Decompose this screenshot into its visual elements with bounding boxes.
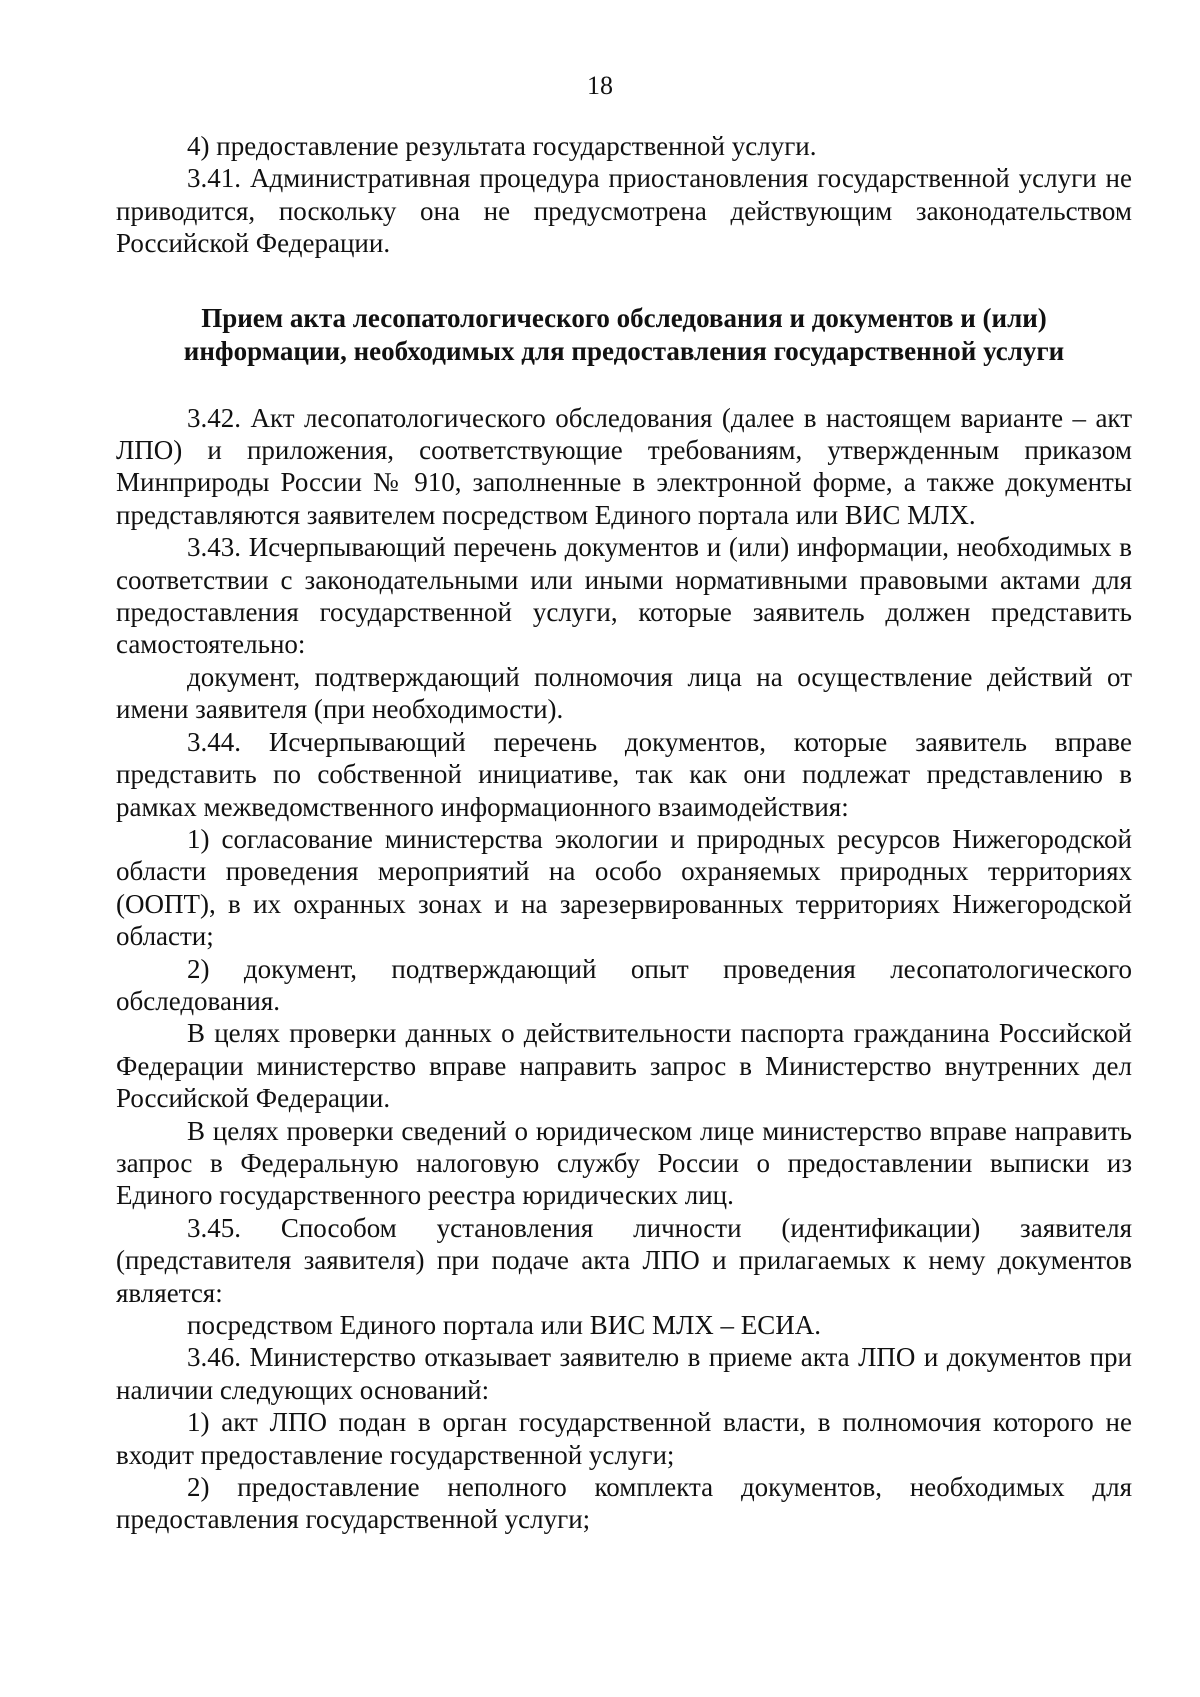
paragraph-esia: посредством Единого портала или ВИС МЛХ – ЕСИА. [187, 1310, 822, 1340]
paragraph-3-44: 3.44. Исчерпывающий перечень документов, которые заявитель вправе представить по собственной инициативе, так как они подлежат представлению в рамках межведомственного информационного взаимодействия: [116, 726, 1132, 822]
paragraph-passport-check: В целях проверки данных о действительности паспорта гражданина Российской Федерации министерство вправе направить запрос в Министерство внутренних дел Российской Федерации. [116, 1018, 1132, 1114]
list-item-3-46-1: 1) акт ЛПО подан в орган государственной власти, в полномочия которого не входит предоставление государственной услуги; [116, 1407, 1132, 1470]
page-number: 18 [587, 71, 613, 100]
list-item-3-46-2: 2) предоставление неполного комплекта документов, необходимых для предоставления государственной услуги; [116, 1472, 1132, 1535]
paragraph-3-42: 3.42. Акт лесопатологического обследования (далее в настоящем варианте – акт ЛПО) и приложения, соответствующие требованиям, утвержденным приказом Минприроды России № 910, заполненные в электронной форме, а также документы представляются заявителем посредством Единого портала или ВИС МЛХ. [116, 402, 1132, 530]
section-heading-line-2: информации, необходимых для предоставления государственной услуги [183, 335, 1065, 366]
section-heading-line-1: Прием акта лесопатологического обследования и документов и (или) [201, 302, 1047, 333]
list-item-3-44-2: 2) документ, подтверждающий опыт проведения лесопатологического обследования. [116, 953, 1132, 1016]
paragraph-legal-entity-check: В целях проверки сведений о юридическом лице министерство вправе направить запрос в Федеральную налоговую службу России о предоставлении выписки из Единого государственного реестра юридических лиц. [116, 1115, 1132, 1211]
list-item-3-44-1: 1) согласование министерства экологии и природных ресурсов Нижегородской области проведения мероприятий на особо охраняемых природных территориях (ООПТ), в их охранных зонах и на зарезервированных территориях Нижегородской области; [116, 823, 1132, 952]
paragraph-3-46: 3.46. Министерство отказывает заявителю в приеме акта ЛПО и документов при наличии следующих оснований: [116, 1342, 1132, 1405]
paragraph-3-41: 3.41. Административная процедура приостановления государственной услуги не приводится, поскольку она не предусмотрена действующим законодательством Российской Федерации. [116, 163, 1132, 259]
paragraph-3-45: 3.45. Способом установления личности (идентификации) заявителя (представителя заявителя) при подаче акта ЛПО и прилагаемых к нему документов является: [116, 1212, 1132, 1308]
document-body [116, 130, 1132, 1536]
paragraph-authority-document: документ, подтверждающий полномочия лица на осуществление действий от имени заявителя (при необходимости). [116, 661, 1132, 725]
paragraph-3-43: 3.43. Исчерпывающий перечень документов и (или) информации, необходимых в соответствии с законодательными или иными нормативными правовыми актами для предоставления государственной услуги, которые заявитель должен представить самостоятельно: [116, 532, 1132, 660]
section-heading [116, 302, 1132, 368]
paragraph-intro-1: 4) предоставление результата государственной услуги. [187, 131, 817, 161]
